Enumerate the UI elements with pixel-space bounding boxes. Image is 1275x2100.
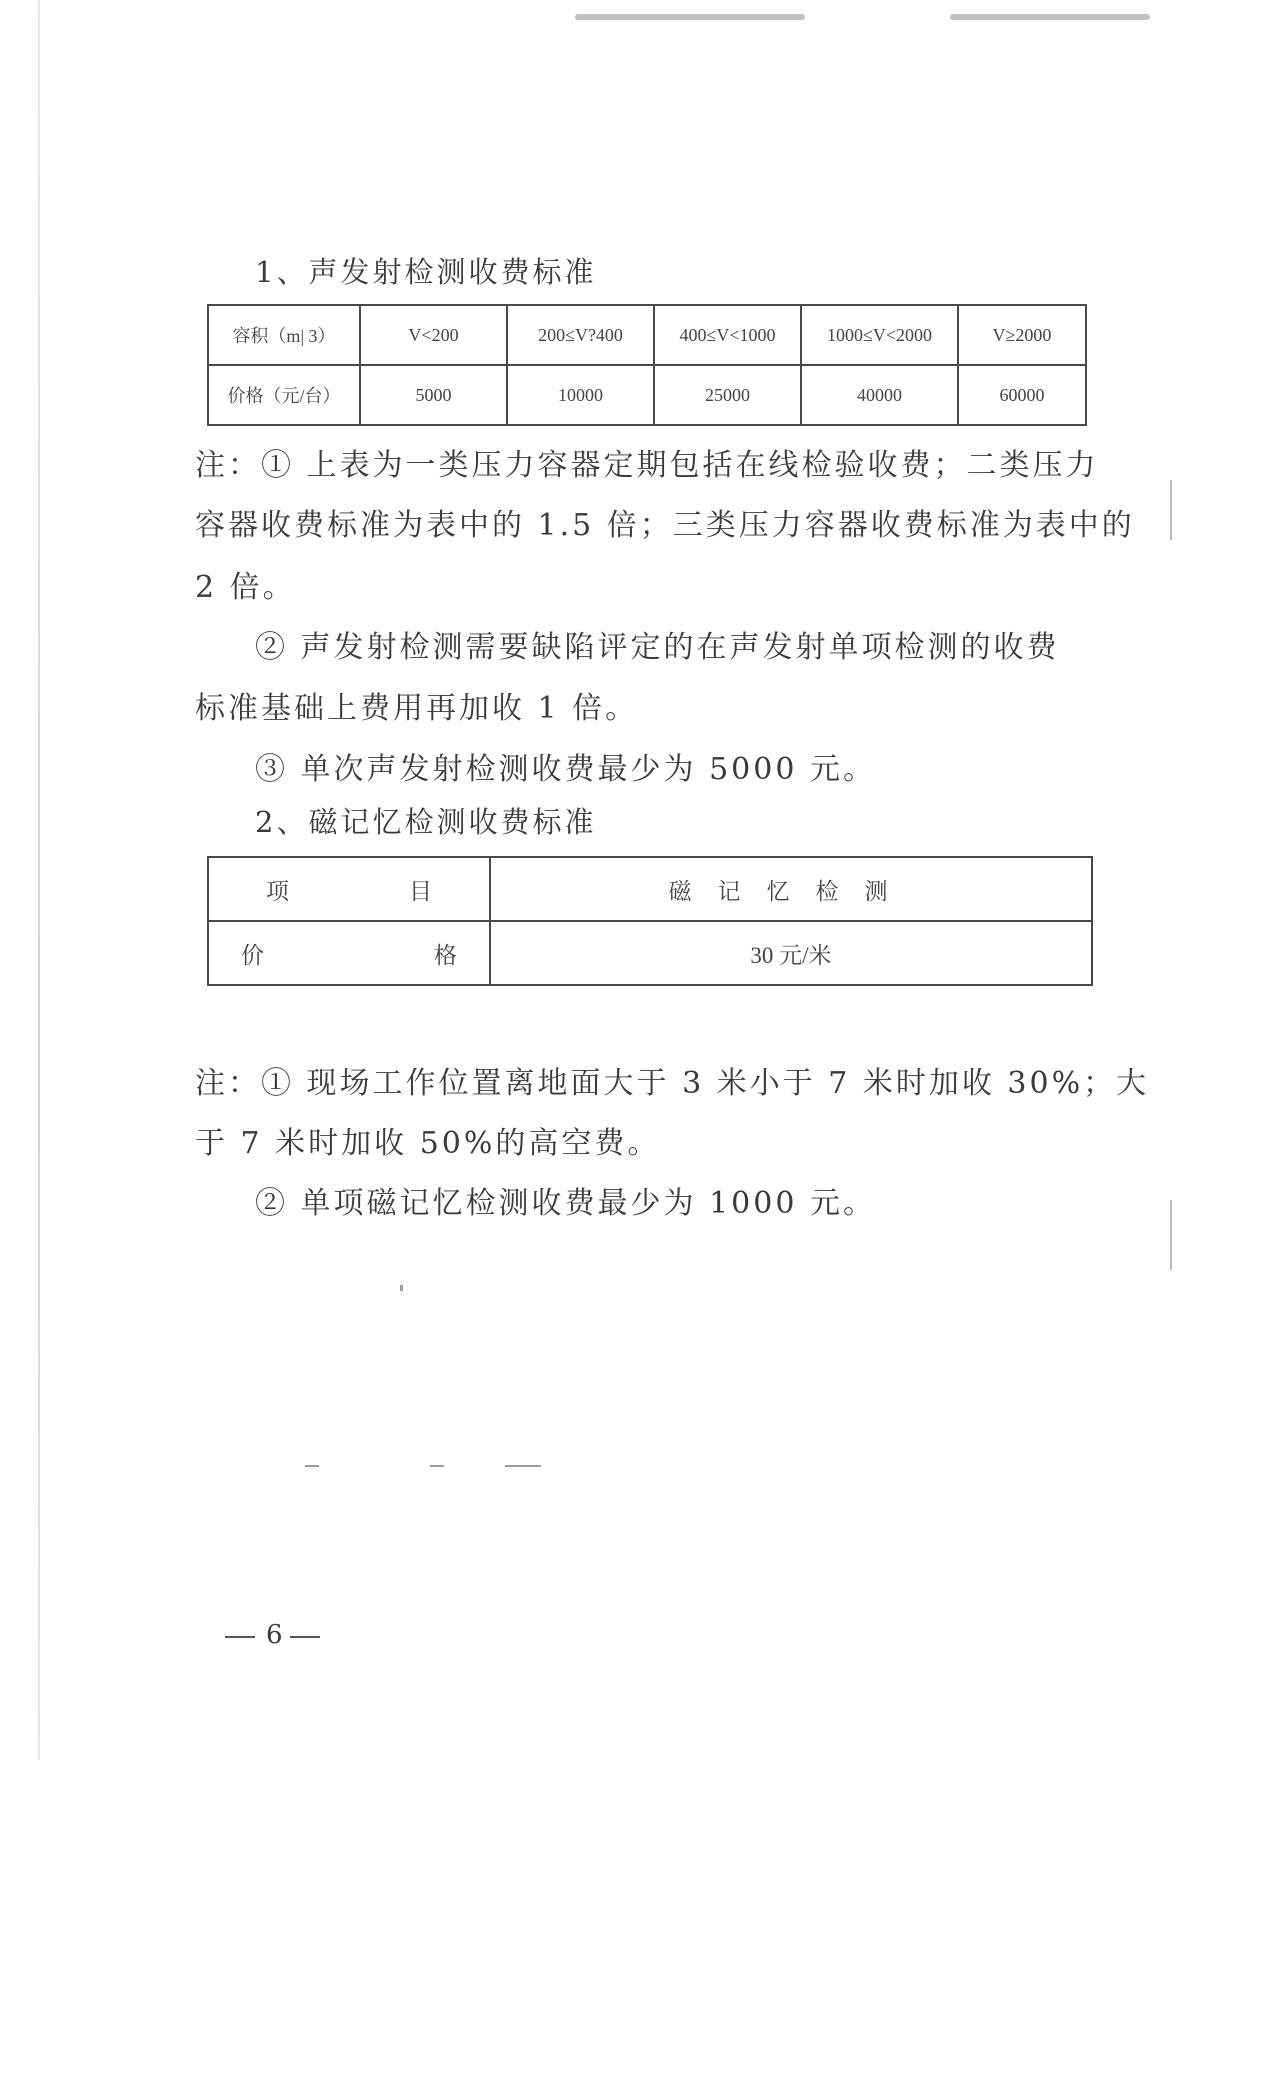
note-line: 标准基础上费用再加收 1 倍。: [195, 691, 639, 726]
table-row: [208, 921, 1092, 985]
table-cell-text: 目: [409, 878, 432, 904]
table-cell: V<200: [360, 305, 507, 365]
scan-speck-1: [400, 1285, 403, 1291]
page-number-dash-left: [225, 1636, 255, 1638]
table-cell: 10000: [507, 365, 654, 425]
table-cell: 400≤V<1000: [654, 305, 801, 365]
scan-speck-2: [305, 1465, 319, 1467]
magnetic-memory-fee-table: [207, 856, 1093, 986]
scan-edge-line: [38, 0, 40, 1760]
table-cell: 60000: [958, 365, 1086, 425]
page-number-dash-right: [290, 1636, 320, 1638]
scan-mark-right-2: [1170, 1200, 1172, 1270]
table-cell: 200≤V?400: [507, 305, 654, 365]
table-cell: 容积（m| 3）: [208, 305, 360, 365]
section-2-heading: 2、磁记忆检测收费标准: [255, 805, 597, 839]
table-cell-text: 价: [241, 942, 264, 968]
acoustic-emission-fee-table: [207, 304, 1087, 426]
note-line: 容器收费标准为表中的 1.5 倍；三类压力容器收费标准为表中的: [195, 508, 1135, 543]
page-number: 6: [266, 1620, 283, 1650]
table-cell: 价格（元/台）: [208, 365, 360, 425]
table-cell: 磁记忆检测: [490, 857, 1092, 921]
scan-speck-3: [430, 1465, 444, 1467]
table-cell: 1000≤V<2000: [801, 305, 958, 365]
table-row: [208, 365, 1086, 425]
table-row: [208, 305, 1086, 365]
note-line: ③ 单次声发射检测收费最少为 5000 元。: [255, 752, 876, 787]
section-1-heading: 1、声发射检测收费标准: [255, 255, 597, 289]
note-line: ② 声发射检测需要缺陷评定的在声发射单项检测的收费: [255, 630, 1060, 665]
note-line: 于 7 米时加收 50%的高空费。: [195, 1126, 661, 1161]
table-cell-text: 格: [434, 942, 457, 968]
table-cell: 5000: [360, 365, 507, 425]
note-line: ② 单项磁记忆检测收费最少为 1000 元。: [255, 1186, 876, 1221]
table-cell: 40000: [801, 365, 958, 425]
table-cell: [208, 921, 490, 985]
note-line: 注：① 现场工作位置离地面大于 3 米小于 7 米时加收 30%；大: [195, 1066, 1150, 1101]
note-line: 2 倍。: [195, 570, 296, 605]
table-row: [208, 857, 1092, 921]
scan-speck-4: [505, 1465, 541, 1467]
note-line: 注：① 上表为一类压力容器定期包括在线检验收费；二类压力: [195, 448, 1099, 483]
table-cell-text: 项: [266, 878, 289, 904]
table-cell: [208, 857, 490, 921]
table-cell: 30 元/米: [490, 921, 1092, 985]
scan-artifact-top-left: [575, 14, 805, 20]
scan-artifact-top-right: [950, 14, 1150, 20]
table-cell: V≥2000: [958, 305, 1086, 365]
table-cell: 25000: [654, 365, 801, 425]
scan-mark-right-1: [1170, 480, 1172, 540]
